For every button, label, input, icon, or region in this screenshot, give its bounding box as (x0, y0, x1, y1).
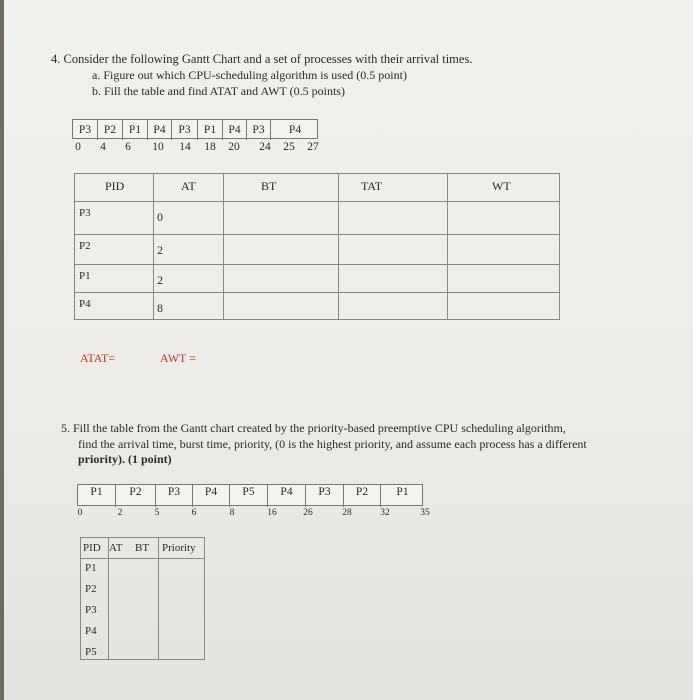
q5-table-pid: P1 (85, 562, 97, 574)
q4-table-row-line (75, 292, 559, 293)
q5-gantt-block: P3 (156, 485, 193, 507)
q4-gantt-chart (72, 119, 318, 139)
q4-table-row-line (75, 201, 559, 202)
q4-table-col-line (153, 174, 154, 319)
q5-gantt-tick: 0 (77, 508, 83, 518)
q5-gantt-tick: 35 (420, 508, 430, 518)
q5-gantt-times (77, 508, 437, 524)
q4-gantt-block: P2 (98, 120, 123, 140)
q4-table-at: 2 (157, 273, 163, 287)
q4-table-header: AT (181, 179, 196, 193)
q4-table-header: TAT (361, 179, 383, 193)
q5-table-pid: P4 (85, 625, 97, 637)
q4-gantt-block: P3 (73, 120, 98, 140)
q4-gantt-tick: 0 (75, 141, 81, 153)
q5-gantt-chart (77, 484, 423, 506)
q5-gantt-block: P4 (268, 485, 306, 507)
q5-gantt-tick: 26 (303, 508, 313, 518)
q4-gantt-tick: 18 (204, 141, 216, 153)
q5-line-1: 5. Fill the table from the Gantt chart created by the priority-based preemptive CPU scheduling algorithm, (61, 421, 566, 435)
atat-label: ATAT= (80, 351, 116, 365)
q5-gantt-tick: 8 (229, 508, 235, 518)
q4-table-at: 0 (157, 210, 163, 224)
q5-table-pid: P2 (85, 583, 97, 595)
q4-table-header: BT (261, 179, 277, 193)
q5-table-pid: P5 (85, 646, 97, 658)
q5-gantt-tick: 5 (154, 508, 160, 518)
q4-part-b: b. Fill the table and find ATAT and AWT (0.5 points) (92, 84, 345, 98)
q4-table-pid: P2 (79, 240, 91, 252)
q5-gantt-tick: 32 (380, 508, 390, 518)
q5-gantt-block: P4 (193, 485, 230, 507)
q5-gantt-block: P1 (78, 485, 116, 507)
q5-gantt-tick: 6 (191, 508, 197, 518)
q5-gantt-block: P2 (116, 485, 156, 507)
q4-part-a: a. Figure out which CPU-scheduling algorithm is used (0.5 point) (92, 68, 407, 82)
q5-table-col-line (158, 538, 159, 659)
awt-label: AWT = (160, 351, 196, 365)
q4-table-pid: P1 (79, 270, 91, 282)
q4-gantt-tick: 14 (179, 141, 191, 153)
q5-line-2: find the arrival time, burst time, priority, (0 is the highest priority, and assume each process has a different (78, 437, 587, 451)
q4-gantt-tick: 20 (228, 141, 240, 153)
q5-gantt-tick: 28 (342, 508, 352, 518)
q4-table-at: 2 (157, 243, 163, 257)
q4-gantt-block: P3 (172, 120, 198, 140)
q4-gantt-tick: 25 (283, 141, 295, 153)
q5-process-table (80, 537, 205, 660)
q4-gantt-block: P4 (223, 120, 247, 140)
q5-table-pid: P3 (85, 604, 97, 616)
q4-table-col-line (223, 174, 224, 319)
q5-table-header: Priority (162, 542, 196, 554)
q4-gantt-tick: 4 (100, 141, 106, 153)
q4-table-at: 8 (157, 301, 163, 315)
q4-gantt-tick: 10 (152, 141, 164, 153)
q4-gantt-block: P1 (123, 120, 148, 140)
q5-line-3: priority). (1 point) (78, 452, 172, 466)
q5-gantt-block: P1 (396, 486, 409, 498)
worksheet-page (4, 0, 693, 700)
q5-gantt-block: P3 (306, 485, 344, 507)
q4-gantt-block: P1 (198, 120, 223, 140)
q4-gantt-block: P3 (247, 120, 271, 140)
q5-table-col-line (108, 538, 109, 659)
q5-gantt-block: P5 (230, 485, 268, 507)
q4-table-row-line (75, 234, 559, 235)
q5-table-header: BT (135, 542, 150, 554)
q4-gantt-tick: 27 (307, 141, 319, 153)
q5-gantt-block: P2 (344, 485, 381, 507)
q4-table-pid: P3 (79, 207, 91, 219)
q4-table-pid: P4 (79, 298, 91, 310)
q5-gantt-tick: 2 (117, 508, 123, 518)
q5-table-header-line (81, 558, 204, 559)
q4-table-col-line (338, 174, 339, 319)
q4-gantt-block: P4 (148, 120, 172, 140)
q4-table-header: PID (105, 179, 125, 193)
q4-table-col-line (447, 174, 448, 319)
q4-gantt-tick: 6 (125, 141, 131, 153)
q4-table-row-line (75, 264, 559, 265)
q5-table-header: AT (109, 542, 123, 554)
q4-gantt-times (72, 141, 332, 157)
q4-gantt-tick: 24 (259, 141, 271, 153)
q4-table-header: WT (492, 179, 511, 193)
q4-title: 4. Consider the following Gantt Chart and a set of processes with their arrival times. (51, 52, 473, 66)
q5-gantt-tick: 16 (267, 508, 277, 518)
q4-gantt-block: P4 (288, 124, 302, 136)
q5-table-header: PID (83, 542, 101, 554)
q4-process-table (74, 173, 560, 320)
